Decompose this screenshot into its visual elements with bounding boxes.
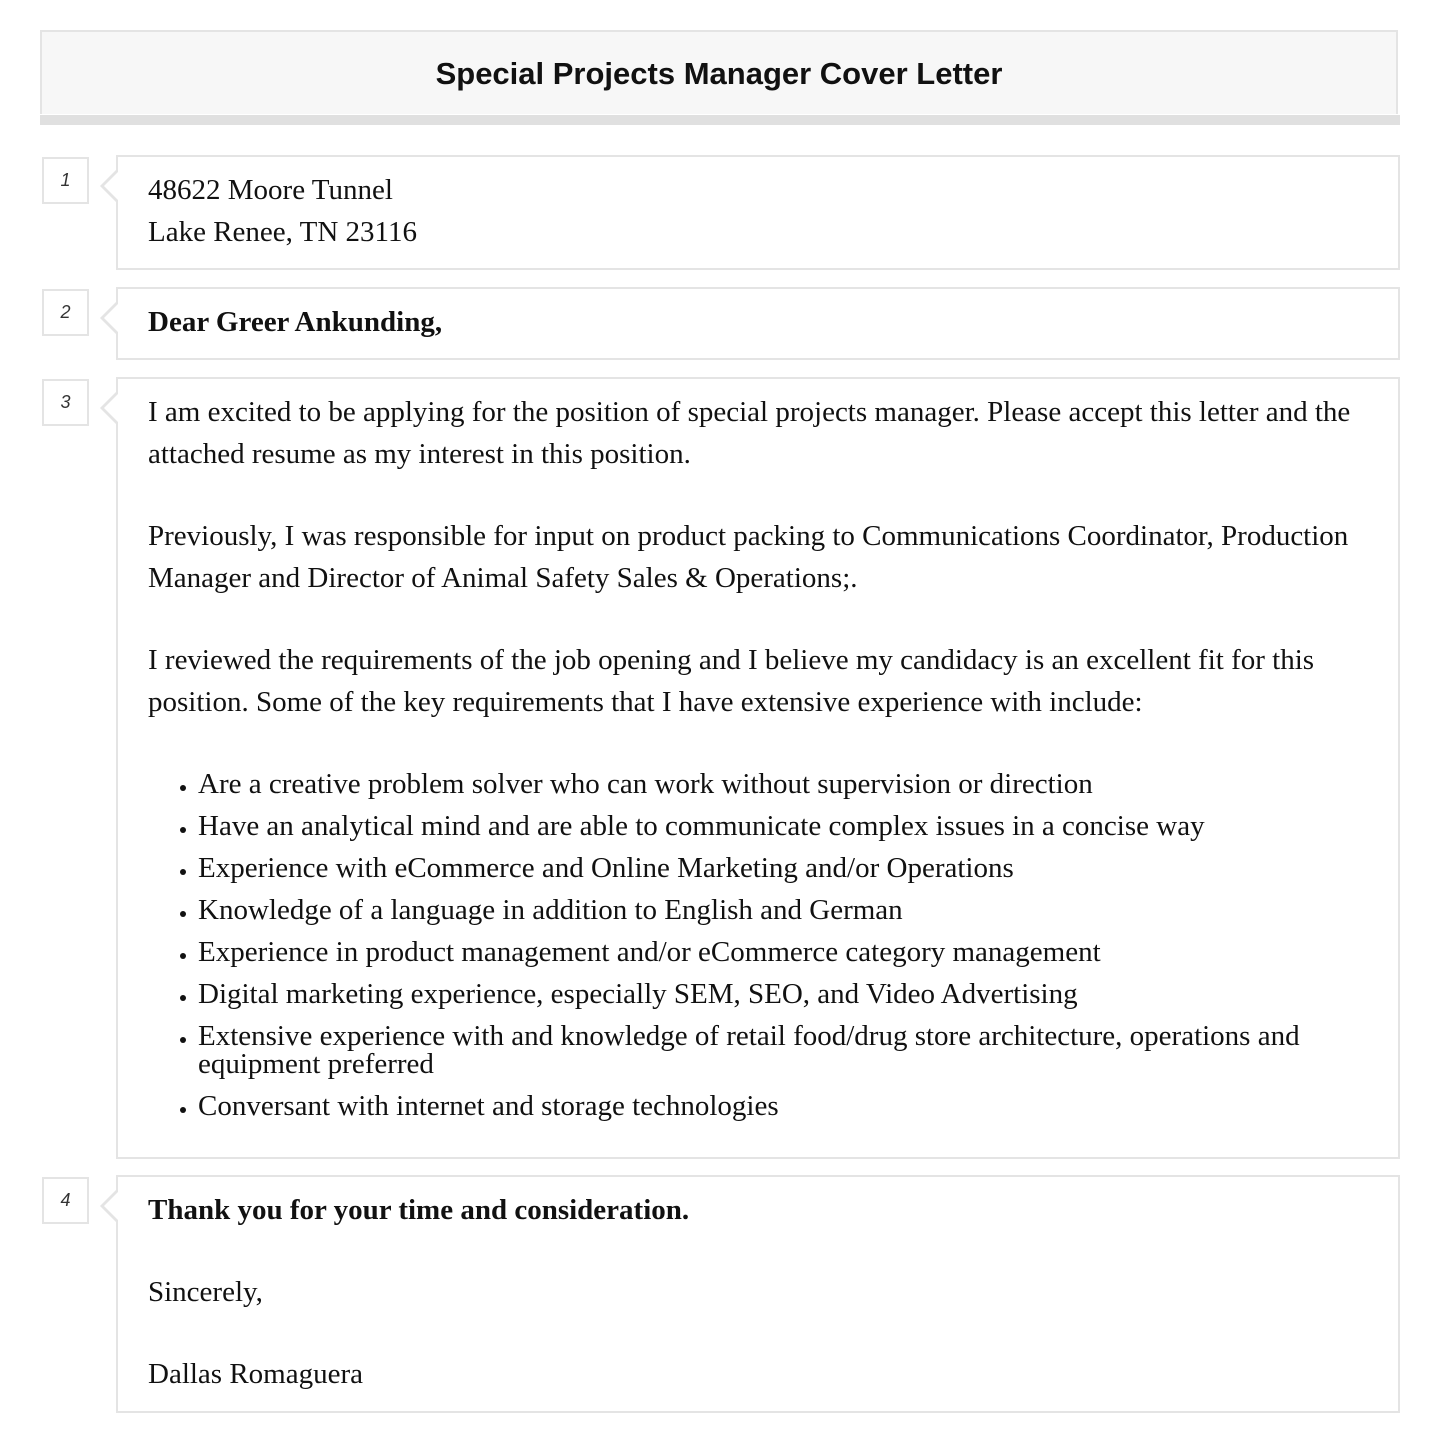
body-block — [116, 377, 1400, 1159]
list-item: • Are a creative problem solver who can work without supervision or direction — [198, 763, 1368, 805]
closing-block — [116, 1175, 1400, 1413]
signer-name: Dallas Romaguera — [148, 1358, 364, 1390]
header-underline — [40, 115, 1400, 125]
page-header — [40, 30, 1398, 114]
list-item: • Conversant with internet and storage technologies — [198, 1085, 1368, 1127]
list-item: • Experience in product management and/or eCommerce category management — [198, 931, 1368, 973]
body-paragraph-2: Previously, I was responsible for input on product packing to Communications Coordinator, Production Manager and Director of Animal Safety Sales & Operations;. — [148, 520, 1349, 594]
list-item: • Experience with eCommerce and Online Marketing and/or Operations — [198, 847, 1368, 889]
list-item: • Digital marketing experience, especially SEM, SEO, and Video Advertising — [198, 973, 1368, 1015]
address-line-2: Lake Renee, TN 23116 — [148, 216, 417, 248]
salutation: Dear Greer Ankunding, — [148, 306, 443, 338]
section-number-2: 2 — [42, 289, 89, 336]
list-item: • Have an analytical mind and are able to communicate complex issues in a concise way — [198, 805, 1368, 847]
body-paragraph-1: I am excited to be applying for the position of special projects manager. Please accept this letter and the attached resume as my interest in this position. — [148, 396, 1351, 470]
list-item: • Extensive experience with and knowledge of retail food/drug store architecture, operations and equipment preferred — [198, 1015, 1368, 1085]
section-number-1: 1 — [42, 157, 89, 204]
salutation-block — [116, 287, 1400, 360]
closing-signoff: Sincerely, — [148, 1276, 263, 1308]
requirements-list — [148, 763, 1368, 1127]
body-paragraph-3: I reviewed the requirements of the job opening and I believe my candidacy is an excellent fit for this position. Some of the key requirements that I have extensive experience with include: — [148, 644, 1315, 718]
address-block — [116, 155, 1400, 270]
section-number-4: 4 — [42, 1177, 89, 1224]
address-line-1: 48622 Moore Tunnel — [148, 174, 393, 206]
list-item: • Knowledge of a language in addition to English and German — [198, 889, 1368, 931]
section-number-3: 3 — [42, 379, 89, 426]
closing-thanks: Thank you for your time and consideration. — [148, 1194, 690, 1226]
page-title: Special Projects Manager Cover Letter — [435, 56, 1003, 91]
